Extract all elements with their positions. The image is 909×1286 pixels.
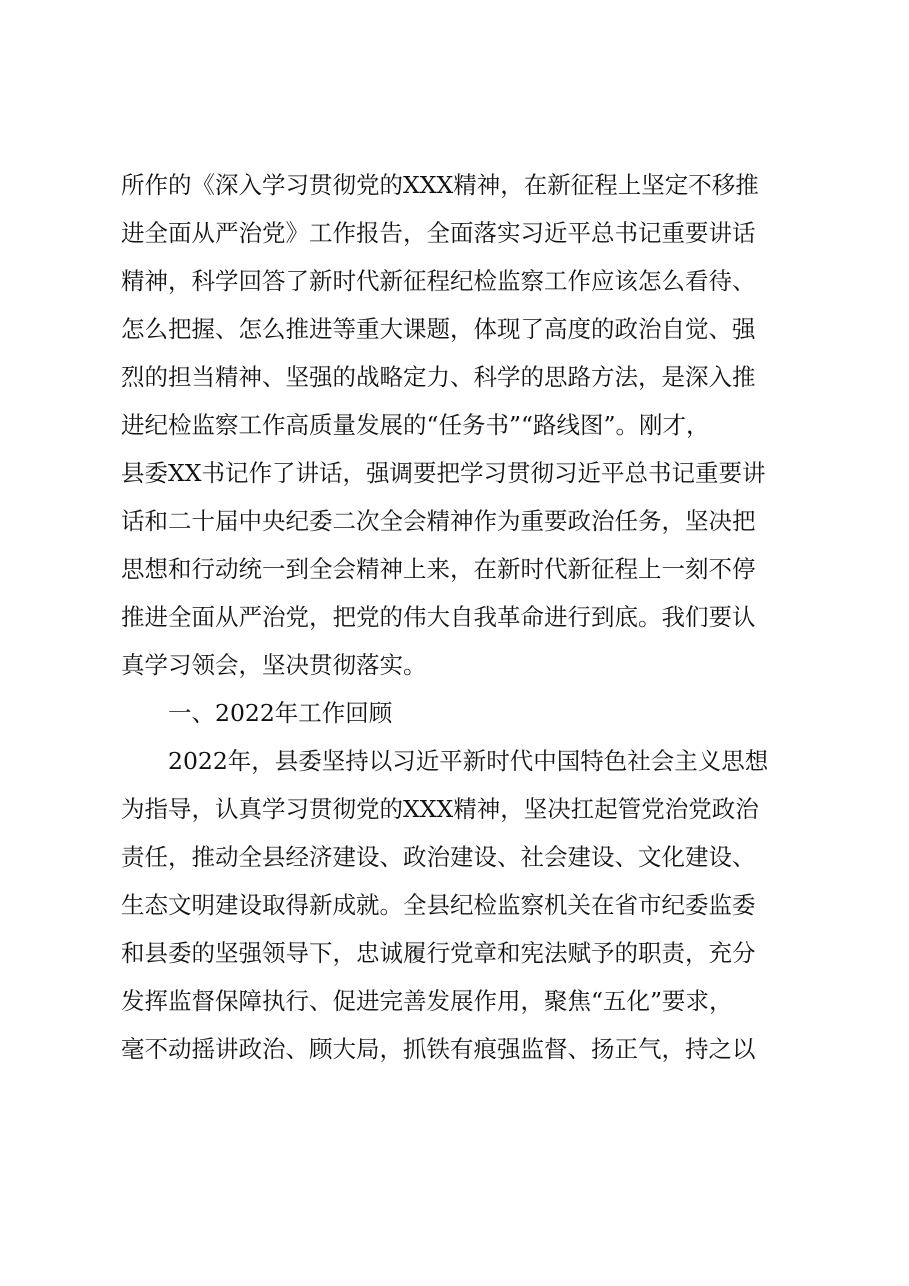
paragraph-line: 进全面从严治党》工作报告，全面落实习近平总书记重要讲话 [121, 219, 756, 247]
paragraph-line: 所作的《深入学习贯彻党的XXX精神，在新征程上坚定不移推 [121, 171, 759, 199]
paragraph-line: 推进全面从严治党，把党的伟大自我革命进行到底。我们要认 [121, 603, 756, 631]
paragraph-line: 烈的担当精神、坚强的战略定力、科学的思路方法，是深入推 [121, 363, 756, 391]
paragraph-line: 县委XX书记作了讲话，强调要把学习贯彻习近平总书记重要讲 [121, 459, 766, 487]
paragraph-line: 怎么把握、怎么推进等重大课题，体现了高度的政治自觉、强 [121, 315, 756, 343]
paragraph-line: 为指导，认真学习贯彻党的XXX精神，坚决扛起管党治党政治 [121, 795, 759, 823]
paragraph-line: 发挥监督保障执行、促进完善发展作用，聚焦“五化”要求， [121, 987, 733, 1015]
paragraph-line: 精神，科学回答了新时代新征程纪检监察工作应该怎么看待、 [121, 267, 756, 295]
paragraph-line: 2022年，县委坚持以习近平新时代中国特色社会主义思想 [168, 747, 769, 775]
paragraph-line: 生态文明建设取得新成就。全县纪检监察机关在省市纪委监委 [121, 891, 756, 919]
paragraph-line: 责任，推动全县经济建设、政治建设、社会建设、文化建设、 [121, 843, 756, 871]
paragraph-line: 思想和行动统一到全会精神上来，在新时代新征程上一刻不停 [121, 555, 756, 583]
paragraph-line: 和县委的坚强领导下，忠诚履行党章和宪法赋予的职责，充分 [121, 939, 756, 967]
paragraph-line: 毫不动摇讲政治、顾大局，抓铁有痕强监督、扬正气，持之以 [121, 1035, 756, 1063]
section-heading: 一、2022年工作回顾 [168, 699, 393, 727]
paragraph-line: 话和二十届中央纪委二次全会精神作为重要政治任务，坚决把 [121, 507, 756, 535]
paragraph-line: 真学习领会，坚决贯彻落实。 [121, 651, 427, 679]
paragraph-line: 进纪检监察工作高质量发展的“任务书”“路线图”。刚才， [121, 411, 710, 439]
